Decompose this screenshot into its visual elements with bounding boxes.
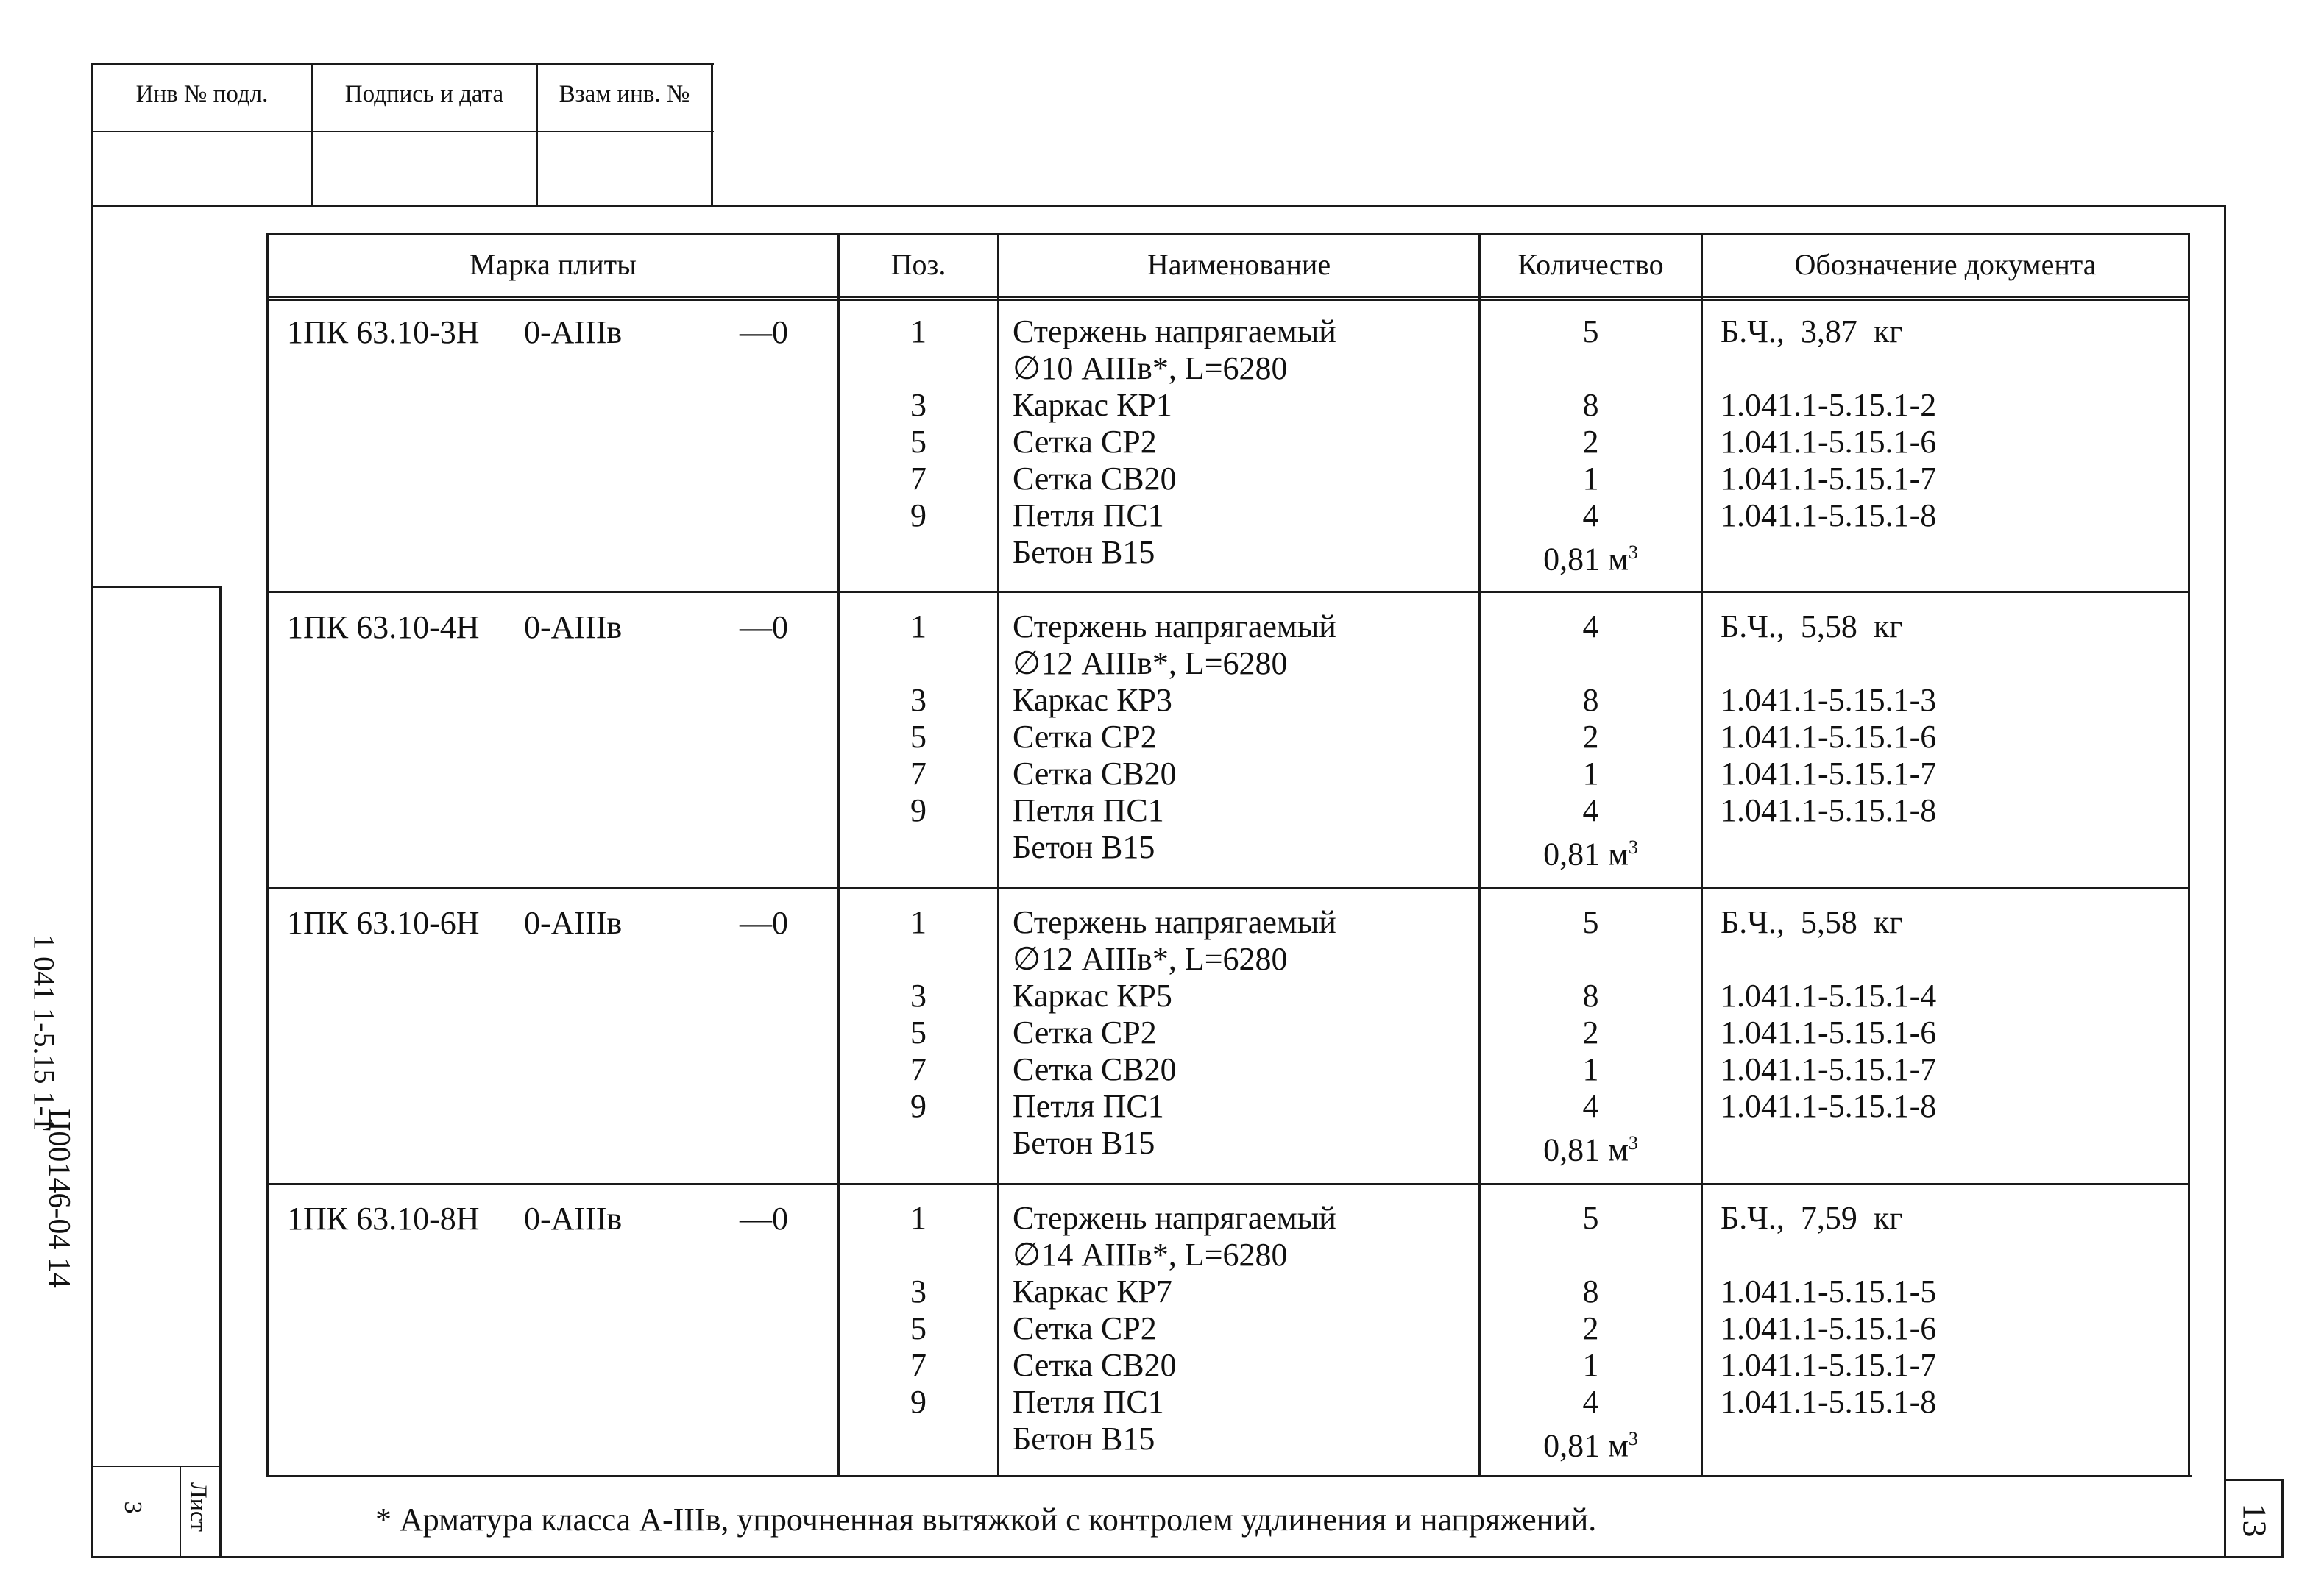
sheet-number: 3 xyxy=(119,1501,146,1514)
footnote: * Арматура класса А-IIIв, упрочненная вытяжкой с контролем удлинения и напряжений. xyxy=(375,1502,1597,1538)
item-names: Стержень напрягаемый ∅12 АIIIв*, L=6280 Каркас КР3 Сетка СР2 Сетка СВ20 Петля ПС1 Бетон В15 xyxy=(1013,608,1336,865)
item-quantities: 4 8 2 1 4 xyxy=(1582,608,1599,828)
steel-class: 0-АIIIв xyxy=(524,905,623,941)
document-refs: Б.Ч., 5,58 кг 1.041.1-5.15.1-4 1.041.1-5.15.1-6 1.041.1-5.15.1-7 1.041.1-5.15.1-8 xyxy=(1721,904,1937,1124)
steel-class: 0-АIIIв xyxy=(524,609,623,645)
steel-class: 0-АIIIв xyxy=(524,314,623,350)
stamp-inv-label: Инв № подл. xyxy=(135,81,269,107)
mark-suffix: —0 xyxy=(740,609,788,645)
concrete-volume: 0,81 $м^3$ xyxy=(1543,836,1638,873)
position-list: 1 3 5 7 9 xyxy=(910,904,927,1124)
item-quantities: 5 8 2 1 4 xyxy=(1582,313,1599,533)
col-doc-header: Обозначение документа xyxy=(1794,248,2097,281)
stamp-sign-label: Подпись и дата xyxy=(344,81,504,107)
series-code: 1 041 1-5.15 1-1 xyxy=(27,934,61,1131)
item-quantities: 5 8 2 1 4 xyxy=(1582,1200,1599,1420)
archive-code: Ц00146-04 14 xyxy=(42,1109,76,1288)
document-refs: Б.Ч., 5,58 кг 1.041.1-5.15.1-3 1.041.1-5.15.1-6 1.041.1-5.15.1-7 1.041.1-5.15.1-8 xyxy=(1721,608,1937,828)
sheet-label: Лист xyxy=(185,1482,213,1532)
document-refs: Б.Ч., 3,87 кг 1.041.1-5.15.1-2 1.041.1-5.15.1-6 1.041.1-5.15.1-7 1.041.1-5.15.1-8 xyxy=(1721,313,1937,533)
steel-class: 0-АIIIв xyxy=(524,1201,623,1237)
plate-mark: 1ПК 63.10-8Н xyxy=(287,1201,480,1237)
col-name-header: Наименование xyxy=(1147,248,1331,281)
position-list: 1 3 5 7 9 xyxy=(910,313,927,533)
page-number: 13 xyxy=(2236,1503,2274,1538)
concrete-volume: 0,81 $м^3$ xyxy=(1543,1427,1638,1464)
item-names: Стержень напрягаемый ∅10 АIIIв*, L=6280 Каркас КР1 Сетка СР2 Сетка СВ20 Петля ПС1 Бетон В15 xyxy=(1013,313,1336,570)
position-list: 1 3 5 7 9 xyxy=(910,1200,927,1420)
col-pos-header: Поз. xyxy=(890,248,946,281)
plate-mark: 1ПК 63.10-6Н xyxy=(287,905,480,941)
stamp-replace-label: Взам инв. № xyxy=(559,81,690,107)
document-refs: Б.Ч., 7,59 кг 1.041.1-5.15.1-5 1.041.1-5.15.1-6 1.041.1-5.15.1-7 1.041.1-5.15.1-8 xyxy=(1721,1200,1937,1420)
col-qty-header: Количество xyxy=(1517,248,1664,281)
position-list: 1 3 5 7 9 xyxy=(910,608,927,828)
plate-mark: 1ПК 63.10-4Н xyxy=(287,609,480,645)
item-quantities: 5 8 2 1 4 xyxy=(1582,904,1599,1124)
mark-suffix: —0 xyxy=(740,905,788,941)
plate-mark: 1ПК 63.10-3Н xyxy=(287,314,480,350)
mark-suffix: —0 xyxy=(740,314,788,350)
item-names: Стержень напрягаемый ∅12 АIIIв*, L=6280 Каркас КР5 Сетка СР2 Сетка СВ20 Петля ПС1 Бетон В15 xyxy=(1013,904,1336,1161)
mark-suffix: —0 xyxy=(740,1201,788,1237)
item-names: Стержень напрягаемый ∅14 АIIIв*, L=6280 Каркас КР7 Сетка СР2 Сетка СВ20 Петля ПС1 Бетон В15 xyxy=(1013,1200,1336,1457)
col-mark-header: Марка плиты xyxy=(469,248,637,281)
concrete-volume: 0,81 $м^3$ xyxy=(1543,541,1638,578)
concrete-volume: 0,81 $м^3$ xyxy=(1543,1132,1638,1168)
